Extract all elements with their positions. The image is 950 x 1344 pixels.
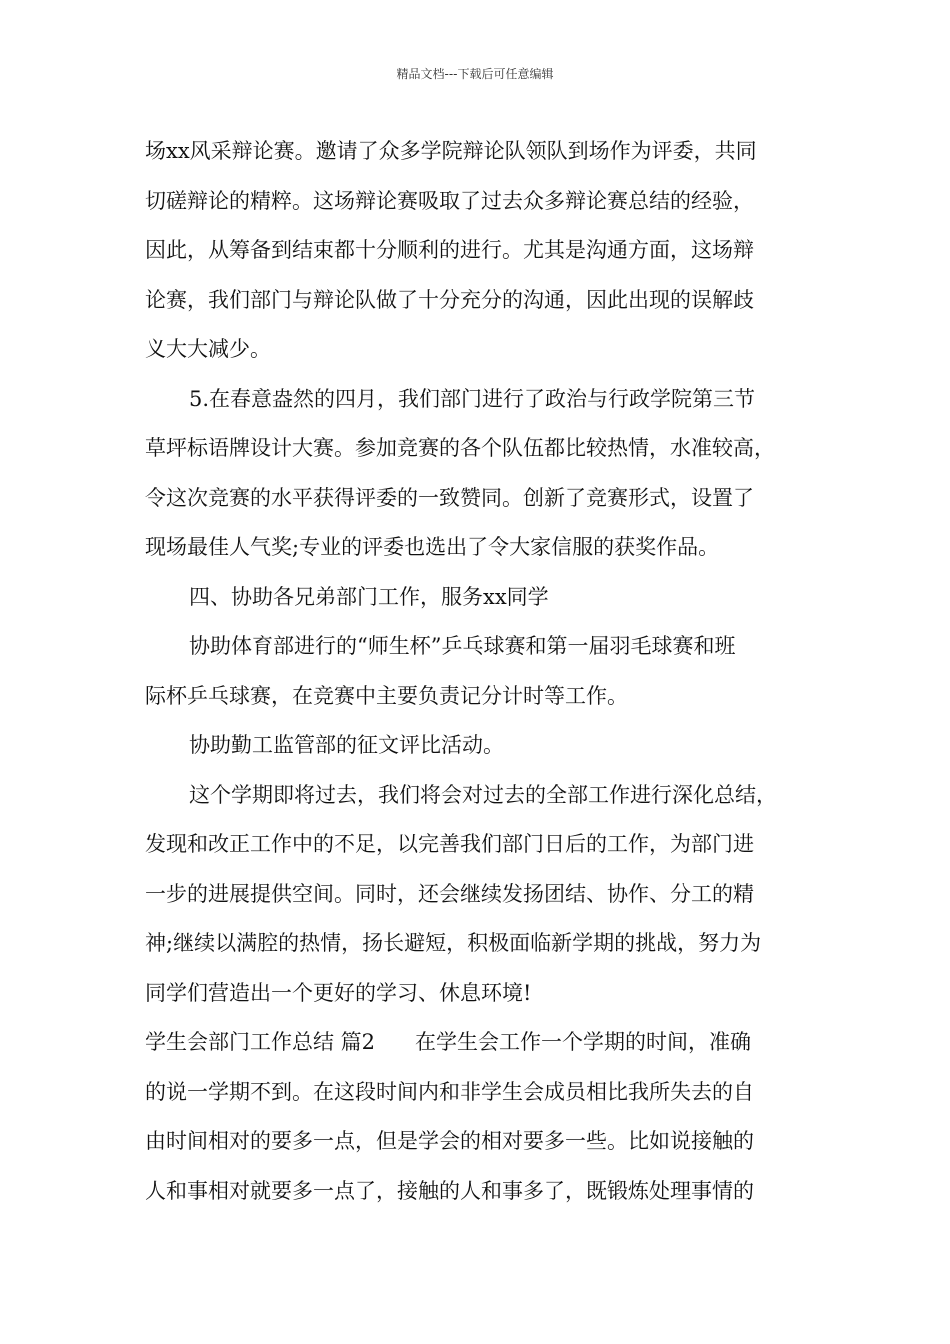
- section-heading: 四、协助各兄弟部门工作，服务xx同学: [189, 584, 549, 609]
- text-line: 协助体育部进行的“师生杯”乒乓球赛和第一届羽毛球赛和班: [189, 634, 736, 658]
- text-line: 发现和改正工作中的不足，以完善我们部门日后的工作，为部门进: [145, 832, 754, 856]
- text-line: 神;继续以满腔的热情，扬长避短，积极面临新学期的挑战，努力为: [145, 931, 762, 955]
- text-line: 切磋辩论的精粹。这场辩论赛吸取了过去众多辩论赛总结的经验，: [145, 188, 754, 213]
- text-line: 场xx风采辩论赛。邀请了众多学院辩论队领队到场作为评委，共同: [145, 139, 757, 163]
- text-line: 令这次竞赛的水平获得评委的一致赞同。创新了竞赛形式，设置了: [145, 485, 754, 510]
- text-line: 一步的进展提供空间。同时，还会继续发扬团结、协作、分工的精: [145, 881, 754, 906]
- document-body: [145, 127, 810, 1216]
- text-line: 现场最佳人气奖;专业的评委也选出了令大家信服的获奖作品。: [145, 535, 720, 559]
- text-line: 由时间相对的要多一点，但是学会的相对要多一些。比如说接触的: [145, 1129, 754, 1153]
- text-line: 因此，从筹备到结束都十分顺利的进行。尤其是沟通方面，这场辩: [145, 238, 754, 262]
- text-line: 协助勤工监管部的征文评比活动。: [189, 733, 504, 757]
- text-line: 际杯乒乓球赛，在竞赛中主要负责记分计时等工作。: [145, 683, 628, 708]
- page-header: 精品文档---下载后可任意编辑: [396, 67, 554, 81]
- text-line: 草坪标语牌设计大赛。参加竞赛的各个队伍都比较热情，水准较高，: [145, 436, 775, 460]
- text-line: 的说一学期不到。在这段时间内和非学生会成员相比我所失去的自: [145, 1079, 754, 1104]
- text-line: 这个学期即将过去，我们将会对过去的全部工作进行深化总结，: [189, 782, 777, 807]
- text-line: 人和事相对就要多一点了，接触的人和事多了，既锻炼处理事情的: [145, 1178, 754, 1203]
- section-title-line: [145, 1018, 810, 1068]
- text-line: 5.在春意盎然的四月，我们部门进行了政治与行政学院第三节: [189, 386, 756, 411]
- section-first-text: 在学生会工作一个学期的时间，准确: [415, 1030, 752, 1054]
- text-line: 论赛，我们部门与辩论队做了十分充分的沟通，因此出现的误解歧: [145, 287, 754, 312]
- text-line: 义大大减少。: [145, 337, 271, 361]
- section-title: 学生会部门工作总结 篇2: [145, 1030, 376, 1054]
- text-line: 同学们营造出一个更好的学习、休息环境!: [145, 980, 532, 1005]
